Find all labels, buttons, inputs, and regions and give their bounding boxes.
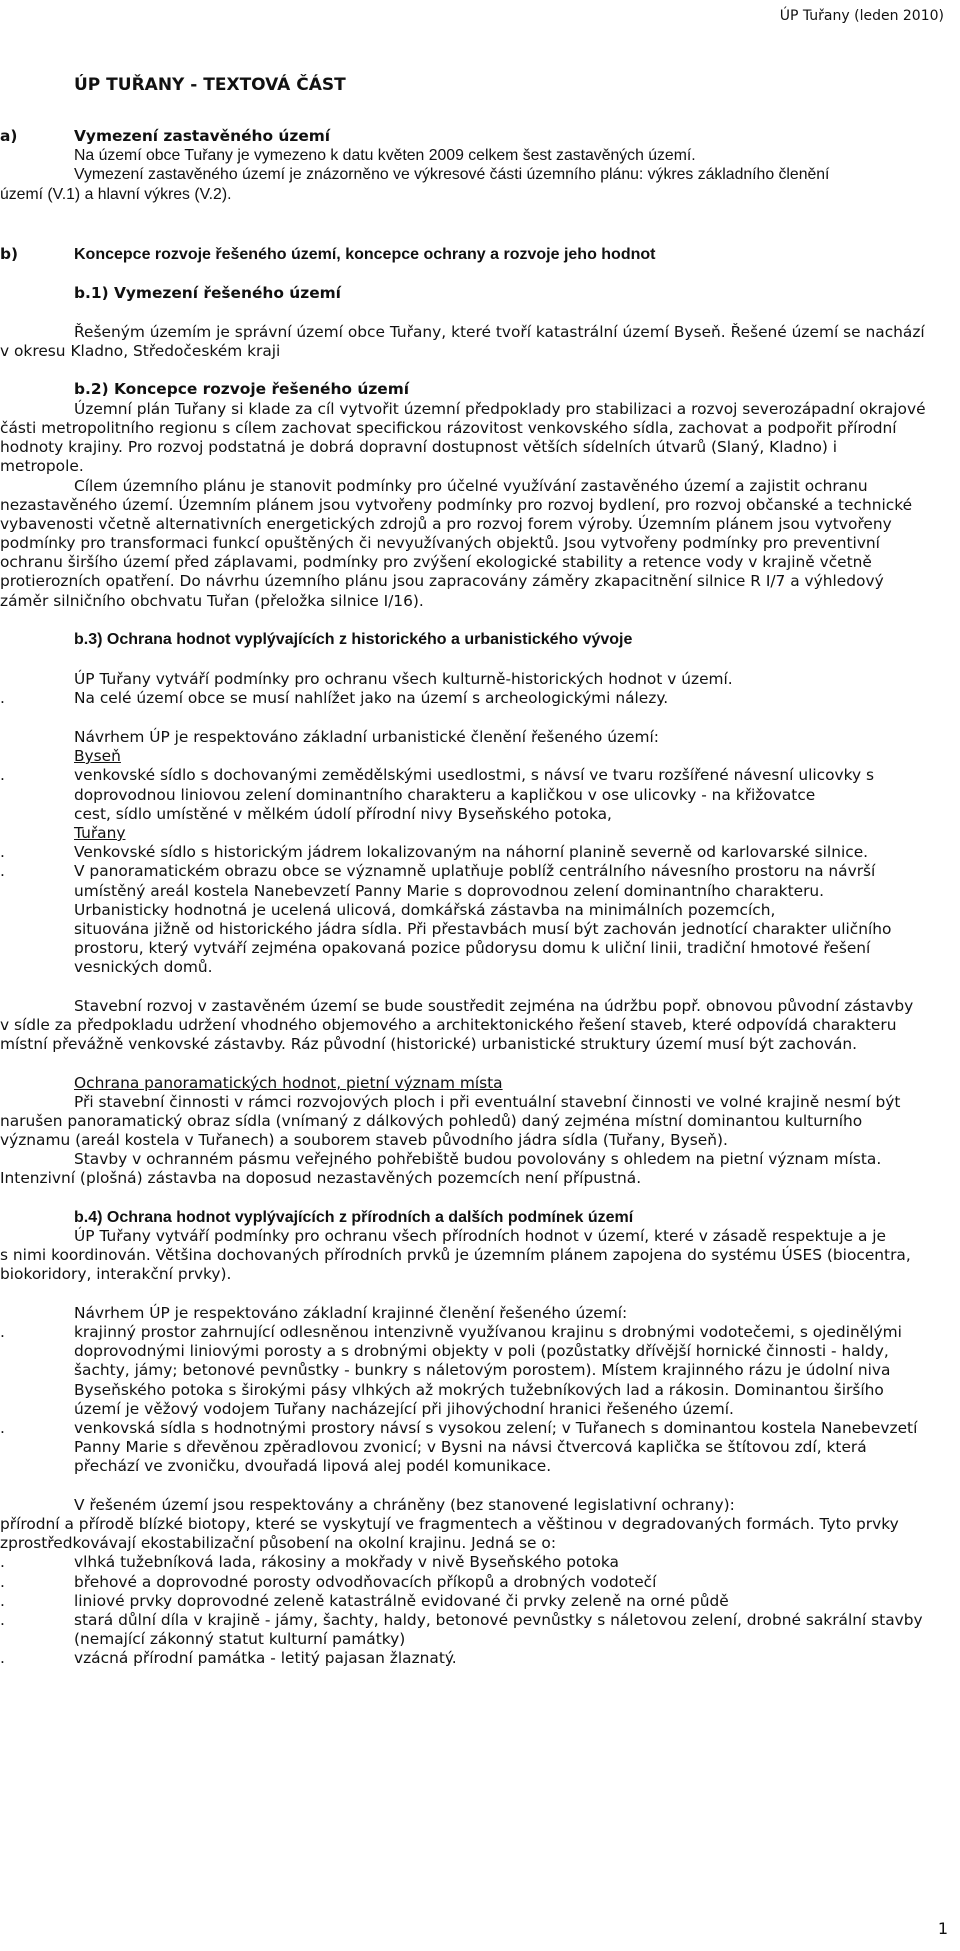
bullet-mark: . <box>0 1611 5 1629</box>
b4-bullet-line: venkovská sídla s hodnotnými prostory návsí s vysokou zelení; v Tuřanech s dominantou kostela Nanebevzetí <box>74 1419 918 1437</box>
list-item: břehové a doprovodné porosty odvodňovacích příkopů a drobných vodotečí <box>74 1573 657 1591</box>
turany-line: vesnických domů. <box>74 958 213 976</box>
b4-bullet-line: přechází ve zvoničku, dvouřadá lipová alej podél komunikace. <box>74 1457 552 1475</box>
turany-line: V panoramatickém obrazu obce se významně uplatňuje poblíž centrálního návesního prostoru na návrší <box>74 862 876 880</box>
panorama-label: Ochrana panoramatických hodnot, pietní význam místa <box>74 1074 503 1092</box>
b4-intro-line: ÚP Tuřany vytváří podmínky pro ochranu všech přírodních hodnot v území, které v zásadě respektuje a je <box>74 1227 887 1245</box>
b4-bullet-line: Panny Marie s dřevěnou zpěradlovou zvonicí; v Bysni na návsi čtvercová kaplička se štítovou zdí, která <box>74 1438 867 1456</box>
bullet-mark: . <box>0 1592 5 1610</box>
b4-bullet-line: krajinný prostor zahrnující odlesněnou intenzivně využívanou krajinu s drobnými vodotečemi, s ojedinělými <box>74 1323 902 1341</box>
b3-intro: ÚP Tuřany vytváří podmínky pro ochranu všech kulturně-historických hodnot v území. <box>74 670 733 688</box>
bysen-line: doprovodnou liniovou zelení dominantního charakteru a kapličkou v ose ulicovky - na křižovatce <box>74 786 816 804</box>
b2-line: části metropolitního regionu s cílem zachovat specifickou rázovitost venkovského sídla, zachovat a podpořit přírodní <box>0 419 897 437</box>
section-a-line: území (V.1) a hlavní výkres (V.2). <box>0 186 232 203</box>
document-title: ÚP TUŘANY - TEXTOVÁ ČÁST <box>74 75 346 95</box>
b2-line: vybavenosti včetně alternativních energetických zdrojů a pro rozvoj forem výroby. Územním plánem jsou vytvořeny <box>0 515 892 533</box>
panorama-line: Stavby v ochranném pásmu veřejného pohřebiště budou povolovány s ohledem na pietní význam místa. <box>74 1150 882 1168</box>
section-a-line: Vymezení zastavěného území je znázorněno ve výkresové části územního plánu: výkres základního členění <box>74 166 830 183</box>
turany-label: Tuřany <box>74 824 126 842</box>
panorama-line: Při stavební činnosti v rámci rozvojových ploch i při eventuální stavební činnosti ve volné krajině nesmí být <box>74 1093 901 1111</box>
section-b-letter: b) <box>0 245 19 263</box>
b2-heading: b.2) Koncepce rozvoje řešeného území <box>74 380 410 398</box>
b4-heading: b.4) Ochrana hodnot vyplývajících z přírodních a dalších podmínek území <box>74 1209 634 1226</box>
b2-line: záměr silničního obchvatu Tuřan (přeložka silnice I/16). <box>0 592 424 610</box>
section-a-line: Na území obce Tuřany je vymezeno k datu květen 2009 celkem šest zastavěných území. <box>74 147 696 164</box>
b2-line: ochranu širšího území před záplavami, podmínky pro zvýšení ekologické stability a retence vody v krajině včetně <box>0 553 872 571</box>
bullet-mark: . <box>0 843 5 861</box>
b2-line: hodnoty krajiny. Pro rozvoj podstatná je dobrá dopravní dostupnost větších sídelních útvarů (Slaný, Kladno) i <box>0 438 838 456</box>
b1-line: Řešeným územím je správní území obce Tuřany, které tvoří katastrální území Byseň. Řešené území se nachází <box>74 323 925 341</box>
b3-respected: Návrhem ÚP je respektováno základní urbanistické členění řešeného území: <box>74 728 659 746</box>
list-item: vlhká tužebníková lada, rákosiny a mokřady v nivě Byseňského potoka <box>74 1553 619 1571</box>
protected-line: přírodní a přírodě blízké biotopy, které se vyskytují ve fragmentech a věštinou v degradovaných formách. Tyto prvky <box>0 1515 899 1533</box>
bullet-mark: . <box>0 1553 5 1571</box>
bullet-mark: . <box>0 1419 5 1437</box>
turany-line: umístěný areál kostela Nanebevzetí Panny Marie s doprovodnou zelení dominantního charakteru. <box>74 882 825 900</box>
bullet-mark: . <box>0 1649 5 1667</box>
protected-line: zprostředkovávají ekostabilizační působení na okolní krajinu. Jedná se o: <box>0 1534 557 1552</box>
bysen-line: cest, sídlo umístěné v mělkém údolí přírodní nivy Byseňského potoka, <box>74 805 612 823</box>
b4-intro-line: s nimi koordinován. Většina dochovaných přírodních prvků je územním plánem zapojena do systému ÚSES (biocentra, <box>0 1246 911 1264</box>
turany-line: situována jižně od historického jádra sídla. Při přestavbách musí být zachován jednotící charakter uličního <box>74 920 892 938</box>
panorama-line: narušen panoramatický obraz sídla (vnímaný z dálkových pohledů) daný zejména místní dominantou kulturního <box>0 1112 863 1130</box>
b4-bullet-line: území je věžový vodojem Tuřany nacházející při jihovýchodní hranici řešeného území. <box>74 1400 734 1418</box>
bullet-mark: . <box>0 1573 5 1591</box>
bullet-mark: . <box>0 766 5 784</box>
b3-bullet: Na celé území obce se musí nahlížet jako na území s archeologickými nálezy. <box>74 689 669 707</box>
section-a-letter: a) <box>0 127 18 145</box>
b2-line: metropole. <box>0 457 84 475</box>
panorama-line: Intenzivní (plošná) zástavba na doposud nezastavěných pozemcích není přípustná. <box>0 1169 642 1187</box>
b1-line: v okresu Kladno, Středočeském kraji <box>0 342 281 360</box>
bysen-label: Byseň <box>74 747 121 765</box>
section-b-heading: Koncepce rozvoje řešeného území, koncepce ochrany a rozvoje jeho hodnot <box>74 246 656 263</box>
b2-line: Územní plán Tuřany si klade za cíl vytvořit územní předpoklady pro stabilizaci a rozvoj severozápadní okrajové <box>74 400 926 418</box>
b4-intro-line: biokoridory, interakční prvky). <box>0 1265 232 1283</box>
b4-bullet-line: šachty, jámy; betonové pevnůstky - bunkry s náletovým porostem). Místem krajinného rázu je údolní niva <box>74 1361 891 1379</box>
b4-respected: Návrhem ÚP je respektováno základní krajinné členění řešeného území: <box>74 1304 628 1322</box>
b4-bullet-line: doprovodnými liniovými porosty a s drobnými objekty v poli (pozůstatky dřívější hornické činnosti - haldy, <box>74 1342 889 1360</box>
list-item: vzácná přírodní památka - letitý pajasan žlaznatý. <box>74 1649 457 1667</box>
protected-line: V řešeném území jsou respektovány a chráněny (bez stanovené legislativní ochrany): <box>74 1496 735 1514</box>
turany-line: Venkovské sídlo s historickým jádrem lokalizovaným na náhorní planině severně od karlovarské silnice. <box>74 843 869 861</box>
b1-heading: b.1) Vymezení řešeného území <box>74 284 341 302</box>
b4-bullet-line: Byseňského potoka s širokými pásy vlhkých až mokrých tužebníkových lad a rákosin. Dominantou širšího <box>74 1381 884 1399</box>
section-a-heading: Vymezení zastavěného území <box>74 127 331 145</box>
build-line: v sídle za předpokladu udržení vhodného objemového a architektonického řešení staveb, které odpovídá charakteru <box>0 1016 897 1034</box>
b2-line: Cílem územního plánu je stanovit podmínky pro účelné využívání zastavěného území a zajistit ochranu <box>74 477 868 495</box>
build-line: Stavební rozvoj v zastavěném území se bude soustředit zejména na údržbu popř. obnovou původní zástavby <box>74 997 914 1015</box>
turany-line: prostoru, který vytváří zejména opakovaná pozice půdorysu domu k uliční linii, tradiční hmotové řešení <box>74 939 871 957</box>
running-header: ÚP Tuřany (leden 2010) <box>779 8 944 24</box>
b2-line: protierozních opatření. Do návrhu územního plánu jsou zapracovány záměry zkapacitnění silnice R I/7 a výhledový <box>0 572 884 590</box>
b2-line: podmínky pro transformaci funkcí opuštěných či nevyužívaných objektů. Jsou vytvořeny podmínky pro preventivní <box>0 534 880 552</box>
bullet-mark: . <box>0 689 5 707</box>
list-item: stará důlní díla v krajině - jámy, šachty, haldy, betonové pevnůstky s náletovou zelení, drobné sakrální stavby <box>74 1611 923 1629</box>
page-number: 1 <box>937 1919 948 1939</box>
list-item: (nemající zákonný statut kulturní památky) <box>74 1630 406 1648</box>
bysen-line: venkovské sídlo s dochovanými zemědělskými usedlostmi, s návsí ve tvaru rozšířené návesní ulicovky s <box>74 766 875 784</box>
b2-line: nezastavěného území. Územním plánem jsou vytvořeny podmínky pro rozvoj bydlení, pro rozvoj občanské a technické <box>0 496 913 514</box>
build-line: místní převážně venkovské zástavby. Ráz původní (historické) urbanistické struktury území musí být zachován. <box>0 1035 858 1053</box>
bullet-mark: . <box>0 1323 5 1341</box>
panorama-line: významu (areál kostela v Tuřanech) a souborem staveb původního jádra sídla (Tuřany, Byseň). <box>0 1131 728 1149</box>
list-item: liniové prvky doprovodné zeleně katastrálně evidované či prvky zeleně na orné půdě <box>74 1592 729 1610</box>
bullet-mark: . <box>0 862 5 880</box>
b3-heading: b.3) Ochrana hodnot vyplývajících z historického a urbanistického vývoje <box>74 631 633 648</box>
turany-line: Urbanisticky hodnotná je ucelená ulicová, domkářská zástavba na minimálních pozemcích, <box>74 901 776 919</box>
